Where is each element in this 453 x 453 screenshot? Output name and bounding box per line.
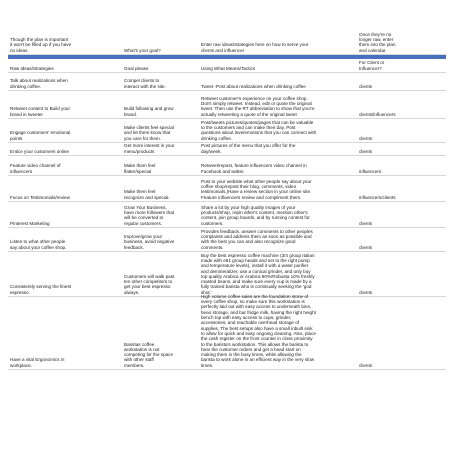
table-cell[interactable]: Entice your customers online	[10, 148, 69, 154]
table-cell[interactable]: Share a lot by your high quality images of your products/shop, repin other's content, mention other's content, join group boards, and by running contest for customers.	[201, 204, 310, 226]
table-cell[interactable]: Tweet -Post about realizations when drinking coffee	[201, 83, 306, 89]
table-cell[interactable]: Build following and grow brand.	[124, 106, 174, 117]
table-cell[interactable]: Feature video channel of influencers	[10, 163, 61, 174]
header-row	[8, 22, 446, 55]
subheader-cell[interactable]: Raw Ideas/Strategies	[10, 65, 54, 71]
table-cell[interactable]: High volume coffee sales are the foundation stone of every coffee shop, so make sure this workstation is perfectly laid out with easy access to underneath bins, bean storage, and bar fridge milk, having the right height bench top with easy access to cups, grinder, accessories, and reachable overhead storage of supplies. The best setups also have a small inbuilt sink to allow for quick and easy ongoing cleaning. Also, place the cash register on the front counter in close proximity to the barista's workstation. This allows the barista to hear the customer orders and get a head start on making them in the busy times, while allowing the barista to work alone in an efficient way in the very slow times.	[201, 293, 316, 368]
table-cell[interactable]: Post pictures of the menu that you offer for the day/week.	[201, 143, 296, 154]
table-row	[8, 176, 446, 202]
table-cell[interactable]: influencers/clients	[359, 194, 396, 200]
table-cell[interactable]: Retweet content to Build your brand in tweeter	[10, 106, 71, 117]
table-cell[interactable]: Customers will walk past ten other competitors to get your best espresso always.	[124, 273, 175, 295]
table-cell[interactable]: Focus on Testimonials/review	[10, 194, 70, 200]
table-cell[interactable]: clients	[359, 148, 373, 154]
table-cell[interactable]: Baristas coffee workstation is not competing for the space with other staff members.	[124, 341, 174, 368]
table-cell[interactable]: Make clients feel special and let them know that you care for them.	[124, 125, 174, 141]
table-row	[8, 143, 446, 156]
table-cell[interactable]: Provides feedback, answer comments to other peoples complaints and address them as soon as possible and with the best you can and also recognize good comments.	[201, 228, 313, 250]
table-cell[interactable]: Grow Your Business, have more followers that will be converted to regular customers.	[124, 204, 175, 226]
subheader-cell[interactable]: Goal please	[124, 65, 149, 71]
table-cell[interactable]: Buy the best espresso coffee machine (3/4 group Italian made with e61 group heads and set to the right pump and temperature levels), install it with a water purifier and demineralizer, use a conical grinder, and only buy top quality Arabica or Arabica 90%/Robusta 10% freshly roasted beans, and make sure every cup is made by a fully trained barista who is continually seeking the 'god shot.'	[201, 252, 315, 295]
table-cell[interactable]: clients	[359, 362, 373, 368]
subheader-cell[interactable]: For Client or Influencer?	[359, 60, 385, 71]
table-cell[interactable]: clients/influencers	[359, 111, 396, 117]
table-row	[8, 202, 446, 228]
table-cell[interactable]: Retweet/repost, feature influencers video channel in Facebook and twitter.	[201, 163, 307, 174]
table-row	[8, 156, 446, 176]
table-row	[8, 228, 446, 252]
table-cell[interactable]: Retweet customer's experience on your coffee shop. Don't simply retweet. Instead, edit or quote the original tweet. Then use the RT abbreviation to show that you're actually retweeting a quote of the original tweet	[201, 95, 315, 117]
table-cell[interactable]: clients	[359, 289, 373, 295]
table-cell[interactable]: clients	[359, 135, 373, 141]
table-cell[interactable]: Pinterest Marketing	[10, 220, 50, 226]
table-cell[interactable]: Post/tweets pictures/quotes/pages that can be valuable to the customers and can make their day. Post questions about love/emotions that you can connect with drinking coffee.	[201, 119, 317, 141]
table-cell[interactable]: Get more interest in your menu/products	[124, 143, 175, 154]
subheader-row	[8, 59, 446, 73]
table-row	[8, 293, 446, 370]
table-row	[8, 73, 446, 91]
header-cell[interactable]: What's your goal?	[124, 47, 161, 53]
header-cell[interactable]: Though the plan is important it won't be filled up if you have no ideas.	[10, 37, 72, 53]
table-cell[interactable]: Compel clients to interact with the site.	[124, 78, 166, 89]
table-cell[interactable]: Listen to what other people say about your coffee shop.	[10, 239, 67, 250]
table-cell[interactable]: clients	[359, 244, 373, 250]
table-cell[interactable]: Make them feel recognize and special.	[124, 189, 170, 200]
header-cell[interactable]: Once they're no longer raw, enter them into the plan and calendar.	[359, 31, 396, 53]
header-cell[interactable]: Enter raw ideas/strategies here on how to serve your clients and influencer	[201, 42, 309, 53]
table-row	[8, 119, 446, 143]
table-cell[interactable]: influencers	[359, 168, 382, 174]
table-cell[interactable]: Post to your website what other people say about your coffee shop/repost their blog, comments, video testimonials.)Have a review section in your online site. Feature influencers review and compliment them.	[201, 178, 312, 200]
table-cell[interactable]: clients	[359, 220, 373, 226]
table-cell[interactable]: clients	[359, 83, 373, 89]
table-cell[interactable]: Engage customers' emotional points	[10, 130, 71, 141]
table-row	[8, 252, 446, 297]
table-cell[interactable]: Improve/grow your business, avoid negative feedback.	[124, 234, 175, 250]
table-row	[8, 91, 446, 119]
table-cell[interactable]: Consistently serving the finest espresso	[10, 284, 72, 295]
subheader-cell[interactable]: Using What Means/Tactics	[201, 65, 256, 71]
table-cell[interactable]: Make them feel flatter/special	[124, 163, 156, 174]
table-cell[interactable]: Talk about realizations when drinking coffee.	[10, 78, 68, 89]
table-cell[interactable]: Have a vital Ergonomics in workplace.	[10, 357, 65, 368]
